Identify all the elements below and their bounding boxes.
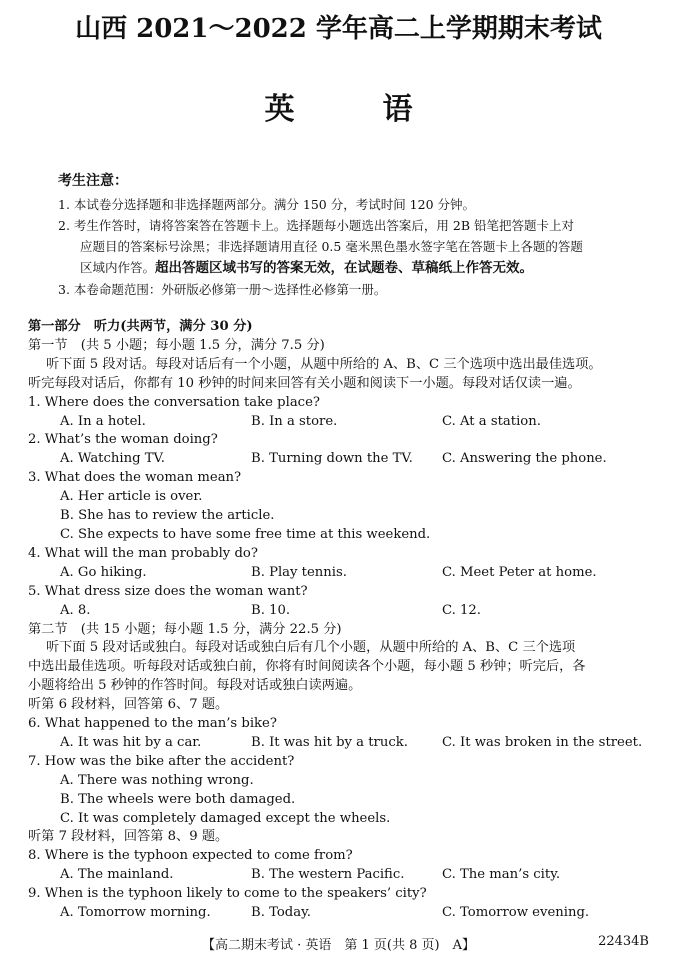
material-note: 听第 6 段材料，回答第 6、7 题。 bbox=[28, 697, 229, 713]
question-options bbox=[28, 413, 648, 432]
option-a: A. Her article is over. bbox=[60, 489, 203, 505]
option-c: C. The man’s city. bbox=[442, 867, 561, 883]
notice-item: 1. 本试卷分选择题和非选择题两部分。满分 150 分，考试时间 120 分钟。 bbox=[58, 197, 476, 212]
option-b: B. In a store. bbox=[251, 413, 338, 429]
paper-code: 22434B bbox=[598, 934, 649, 949]
candidate-notice bbox=[58, 170, 658, 300]
option-c: C. It was broken in the street. bbox=[442, 734, 643, 750]
section-instructions: 听完每段对话后，你都有 10 秒钟的时间来回答有关小题和阅读下一小题。每段对话仅读一遍。 bbox=[28, 375, 581, 391]
question-options bbox=[28, 602, 648, 621]
option-b: B. The wheels were both damaged. bbox=[60, 791, 296, 807]
option-c: C. It was completely damaged except the wheels. bbox=[60, 810, 391, 826]
exam-title: 山西 2021～2022 学年高二上学期期末考试 bbox=[75, 14, 602, 44]
question-stem: 7. How was the bike after the accident? bbox=[28, 753, 295, 769]
section-instructions: 小题将给出 5 秒钟的作答时间。每段对话或独白读两遍。 bbox=[28, 678, 362, 694]
notice-item: 应题目的答案标号涂黑；非选择题请用直径 0.5 毫米黑色墨水签字笔在答题卡上各题的答题 bbox=[80, 239, 583, 254]
section-instructions: 中选出最佳选项。听每段对话或独白前，你将有时间阅读各个小题，每小题 5 秒钟；听完后，各 bbox=[28, 659, 586, 675]
option-c: C. Meet Peter at home. bbox=[442, 564, 597, 580]
subject-char: 英 bbox=[264, 92, 295, 127]
question-stem: 9. When is the typhoon likely to come to the speakers’ city? bbox=[28, 886, 427, 902]
notice-item bbox=[58, 257, 658, 279]
option-b: B. Turning down the TV. bbox=[251, 451, 413, 467]
option-b: B. Today. bbox=[251, 905, 311, 921]
section-heading: 第一节 (共 5 小题；每小题 1.5 分，满分 7.5 分) bbox=[28, 337, 325, 353]
notice-item: 2. 考生作答时，请将答案答在答题卡上。选择题每小题选出答案后，用 2B 铅笔把答题卡上对 bbox=[58, 218, 574, 233]
option-a: A. Watching TV. bbox=[60, 451, 165, 467]
option-c: C. Answering the phone. bbox=[442, 451, 607, 467]
option-b: B. The western Pacific. bbox=[251, 867, 405, 883]
option-b: B. It was hit by a truck. bbox=[251, 734, 408, 750]
question-options bbox=[28, 564, 648, 583]
question-stem: 1. Where does the conversation take place? bbox=[28, 394, 320, 410]
question-stem: 2. What’s the woman doing? bbox=[28, 432, 218, 448]
option-a: A. 8. bbox=[60, 602, 91, 618]
question-stem: 3. What does the woman mean? bbox=[28, 470, 242, 486]
option-a: A. Tomorrow morning. bbox=[60, 905, 211, 921]
option-a: A. It was hit by a car. bbox=[60, 734, 202, 750]
question-stem: 6. What happened to the man’s bike? bbox=[28, 716, 277, 732]
option-b: B. She has to review the article. bbox=[60, 508, 275, 524]
subject-title bbox=[0, 84, 677, 128]
option-a: A. The mainland. bbox=[60, 867, 174, 883]
option-a: A. Go hiking. bbox=[60, 564, 147, 580]
material-note: 听第 7 段材料，回答第 8、9 题。 bbox=[28, 829, 229, 845]
option-c: C. She expects to have some free time at this weekend. bbox=[60, 526, 431, 542]
option-c: C. 12. bbox=[442, 602, 481, 618]
option-a: A. In a hotel. bbox=[60, 413, 146, 429]
listening-part bbox=[28, 318, 648, 923]
option-c: C. At a station. bbox=[442, 413, 541, 429]
notice-item: 3. 本卷命题范围：外研版必修第一册～选择性必修第一册。 bbox=[58, 282, 387, 297]
question-stem: 8. Where is the typhoon expected to come from? bbox=[28, 848, 353, 864]
question-stem: 5. What dress size does the woman want? bbox=[28, 583, 308, 599]
section-instructions: 听下面 5 段对话或独白。每段对话或独白后有几个小题，从题中所给的 A、B、C 三个选项 bbox=[46, 640, 576, 656]
page-footer: 【高二期末考试 · 英语 第 1 页(共 8 页) A】 bbox=[201, 938, 475, 953]
part-heading: 第一部分 听力(共两节，满分 30 分) bbox=[28, 319, 253, 334]
notice-emphasis: 超出答题区域书写的答案无效，在试题卷、草稿纸上作答无效。 bbox=[155, 260, 534, 276]
question-stem: 4. What will the man probably do? bbox=[28, 545, 258, 561]
question-options bbox=[28, 450, 648, 469]
option-a: A. There was nothing wrong. bbox=[60, 772, 254, 788]
option-c: C. Tomorrow evening. bbox=[442, 905, 590, 921]
section-heading: 第二节 (共 15 小题；每小题 1.5 分，满分 22.5 分) bbox=[28, 621, 342, 637]
question-options bbox=[28, 904, 648, 923]
question-options bbox=[28, 866, 648, 885]
section-instructions: 听下面 5 段对话。每段对话后有一个小题，从题中所给的 A、B、C 三个选项中选出最佳选项。 bbox=[46, 356, 602, 372]
notice-title: 考生注意： bbox=[58, 173, 128, 189]
option-b: B. 10. bbox=[251, 602, 291, 618]
option-b: B. Play tennis. bbox=[251, 564, 347, 580]
question-options bbox=[28, 734, 648, 753]
notice-text: 区域内作答。 bbox=[80, 260, 156, 275]
subject-char: 语 bbox=[382, 92, 413, 127]
